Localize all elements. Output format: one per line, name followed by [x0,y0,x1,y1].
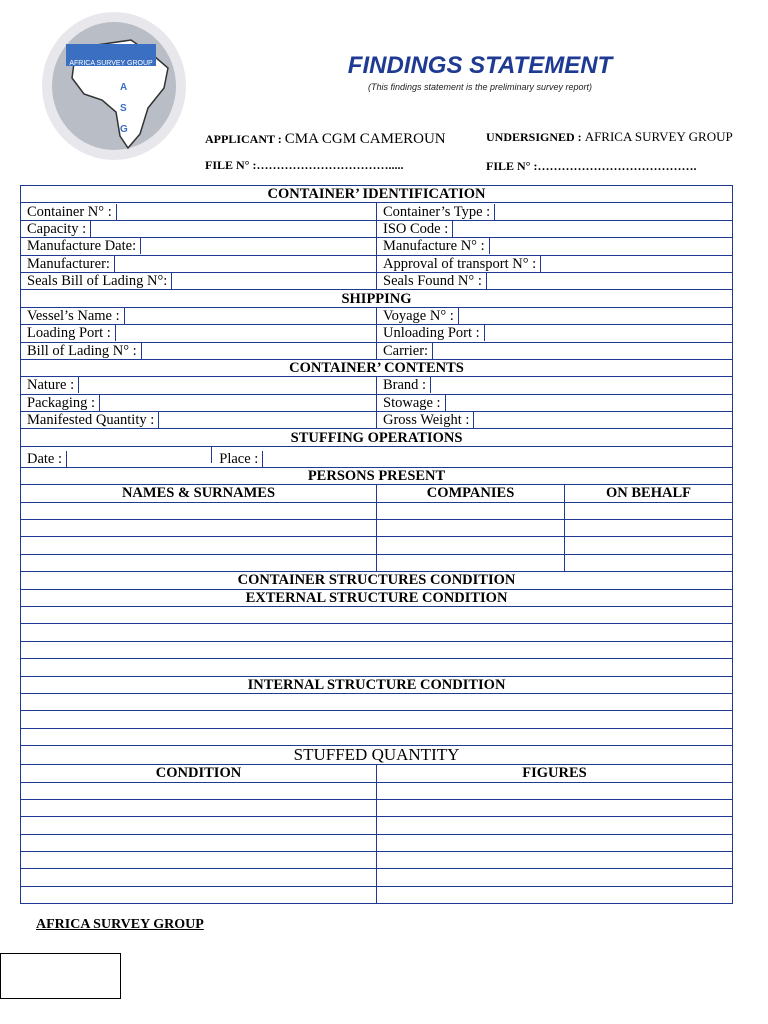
col-companies: COMPANIES [377,485,565,502]
field-brand[interactable]: Brand : [377,377,733,394]
field-place-label: Place : [219,451,263,467]
undersigned-label: UNDERSIGNED : [486,130,582,144]
col-on-behalf: ON BEHALF [565,485,733,502]
table-row[interactable] [21,852,733,869]
field-date-place[interactable] [21,446,733,467]
table-row[interactable] [21,659,733,676]
table-row[interactable] [21,641,733,658]
company-logo [36,8,191,168]
africa-map-logo-icon [36,8,191,168]
table-row[interactable] [21,693,733,710]
section-internal-structure: INTERNAL STRUCTURE CONDITION [21,676,733,693]
field-date-input[interactable] [71,447,212,463]
field-seals-found[interactable]: Seals Found N° : [377,272,733,289]
logo-letter-g: G [120,124,128,135]
table-row[interactable] [21,834,733,851]
applicant-value: CMA CGM CAMEROUN [284,131,446,147]
undersigned-value: AFRICA SURVEY GROUP [584,129,733,144]
field-bill-of-lading-no[interactable]: Bill of Lading N° : [21,342,377,359]
table-row[interactable] [21,782,733,799]
table-row[interactable] [21,886,733,903]
section-structures-condition: CONTAINER STRUCTURES CONDITION [21,572,733,589]
section-shipping: SHIPPING [21,290,733,307]
field-carrier[interactable]: Carrier: [377,342,733,359]
field-voyage-no[interactable]: Voyage N° : [377,307,733,324]
applicant-label: APPLICANT : [205,132,282,146]
table-row[interactable] [21,554,733,571]
field-container-type[interactable]: Container’s Type : [377,203,733,220]
file-number-left[interactable]: FILE N° :……………………………..... [205,158,404,172]
table-row[interactable] [21,869,733,886]
logo-brand-label: AFRICA SURVEY GROUP [69,60,153,67]
field-date-label: Date : [27,451,67,467]
file-number-right[interactable]: FILE N° :…………………………………. [486,159,697,173]
section-stuffed-quantity: STUFFED QUANTITY [21,746,733,765]
undersigned-line [486,129,733,145]
table-row[interactable] [21,799,733,816]
findings-form [20,185,733,904]
col-figures: FIGURES [377,765,733,782]
section-external-structure: EXTERNAL STRUCTURE CONDITION [21,589,733,606]
field-gross-weight[interactable]: Gross Weight : [377,412,733,429]
footer-company: AFRICA SURVEY GROUP [36,917,204,932]
section-persons-present: PERSONS PRESENT [21,467,733,484]
logo-letter-s: S [120,103,127,114]
table-row[interactable] [21,817,733,834]
field-manifested-quantity[interactable]: Manifested Quantity : [21,412,377,429]
field-capacity[interactable]: Capacity : [21,220,377,237]
field-iso-code[interactable]: ISO Code : [377,220,733,237]
field-stowage[interactable]: Stowage : [377,394,733,411]
field-packaging[interactable]: Packaging : [21,394,377,411]
stamp-box[interactable] [0,953,121,999]
field-seals-bill-of-lading[interactable]: Seals Bill of Lading N°: [21,272,377,289]
section-container-identification: CONTAINER’ IDENTIFICATION [21,186,733,203]
table-row[interactable] [21,711,733,728]
logo-letter-a: A [120,82,128,93]
table-row[interactable] [21,606,733,623]
table-row[interactable] [21,624,733,641]
field-unloading-port[interactable]: Unloading Port : [377,325,733,342]
field-manufacture-date[interactable]: Manufacture Date: [21,238,377,255]
field-vessel-name[interactable]: Vessel’s Name : [21,307,377,324]
table-row[interactable] [21,537,733,554]
col-condition: CONDITION [21,765,377,782]
field-loading-port[interactable]: Loading Port : [21,325,377,342]
col-names-surnames: NAMES & SURNAMES [21,485,377,502]
field-manufacturer[interactable]: Manufacturer: [21,255,377,272]
table-row[interactable] [21,502,733,519]
page-subtitle: (This findings statement is the preliminary survey report) [367,82,593,92]
field-nature[interactable]: Nature : [21,377,377,394]
section-stuffing-operations: STUFFING OPERATIONS [21,429,733,446]
table-row[interactable] [21,728,733,745]
section-container-contents: CONTAINER’ CONTENTS [21,359,733,376]
applicant-line [205,131,446,148]
field-container-no[interactable]: Container N° : [21,203,377,220]
table-row[interactable] [21,520,733,537]
field-manufacture-no[interactable]: Manufacture N° : [377,238,733,255]
field-approval-transport[interactable]: Approval of transport N° : [377,255,733,272]
page-title: FINDINGS STATEMENT [347,52,613,79]
